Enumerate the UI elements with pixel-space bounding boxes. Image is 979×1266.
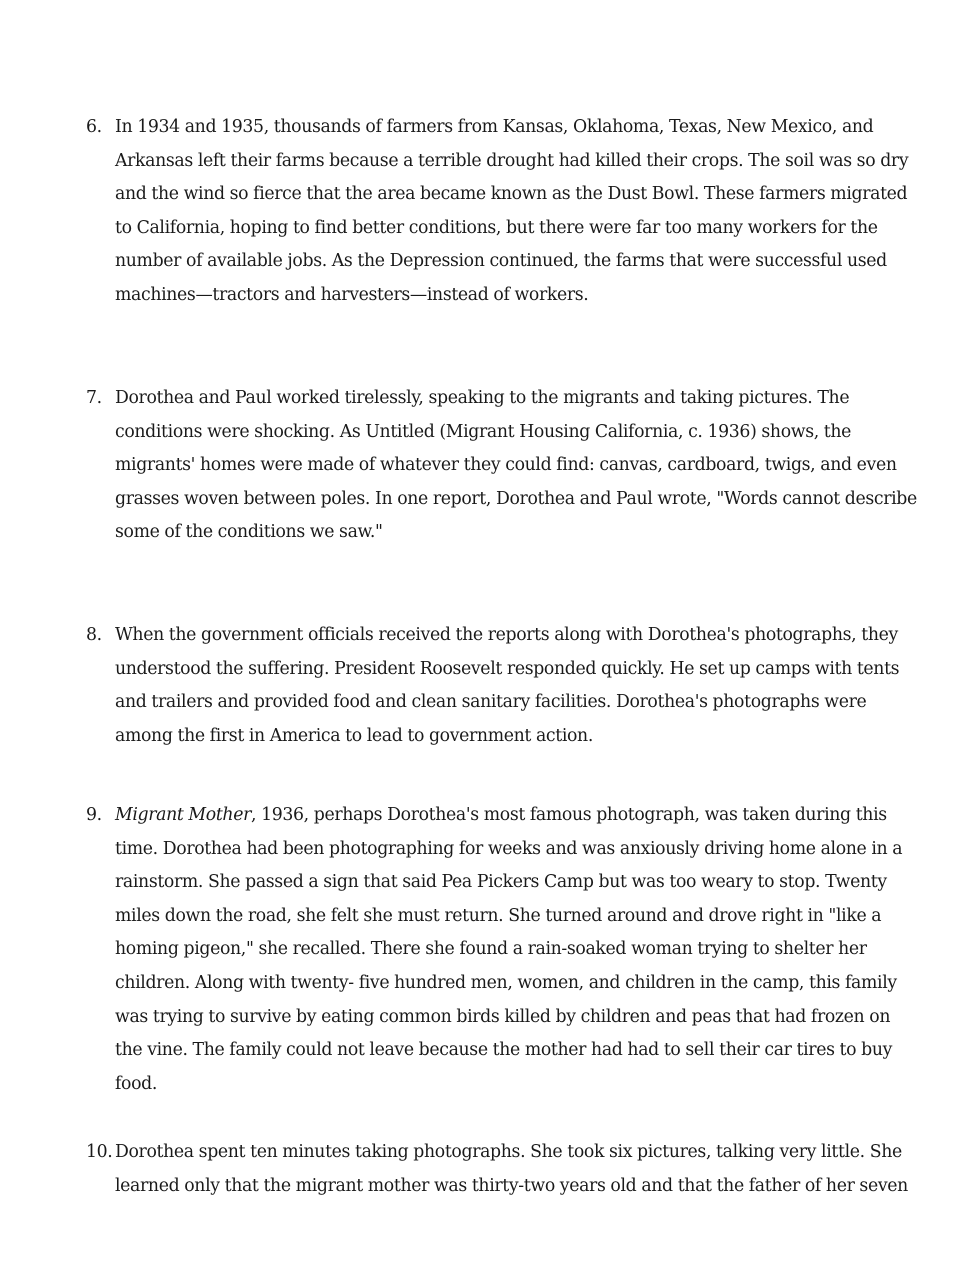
paragraph-7 bbox=[86, 382, 922, 550]
paragraph-text: Dorothea spent ten minutes taking photographs. She took six pictures, talking very little. She learned only that the migrant mother was thirty-two years old and that the father of her seven bbox=[115, 1142, 908, 1196]
photograph-title: Migrant Mother bbox=[115, 805, 251, 825]
paragraph-text: Dorothea and Paul worked tirelessly, speaking to the migrants and taking pictures. The conditions were shocking. As Untitled (Migrant Housing California, c. 1936) shows, the migrants' homes were made of whatever they could find: canvas, cardboard, twigs, and even grasses woven between poles. In one report, Dorothea and Paul wrote, "Words cannot describe some of the conditions we saw." bbox=[115, 388, 917, 543]
paragraph-number: 8. bbox=[86, 625, 102, 645]
paragraph-text: In 1934 and 1935, thousands of farmers from Kansas, Oklahoma, Texas, New Mexico, and Arkansas left their farms because a terrible drought had killed their crops. The soil was so dry and the wind so fierce that the area became known as the Dust Bowl. These farmers migrated to California, hoping to find better conditions, but there were far too many workers for the number of available jobs. As the Depression continued, the farms that were successful used machines—tractors and harvesters—instead of workers. bbox=[115, 117, 909, 305]
paragraph-text bbox=[115, 799, 922, 1101]
paragraph-number: 7. bbox=[86, 388, 102, 408]
paragraph-6 bbox=[86, 111, 922, 313]
paragraph-text: When the government officials received the reports along with Dorothea's photographs, they understood the suffering. President Roosevelt responded quickly. He set up camps with tents and trailers and provided food and clean sanitary facilities. Dorothea's photographs were among the first in America to lead to government action. bbox=[115, 625, 900, 746]
paragraph-number: 10. bbox=[86, 1142, 113, 1162]
paragraph-text-rest: , 1936, perhaps Dorothea's most famous photograph, was taken during this time. Dorothea had been photographing for weeks and was anxiously driving home alone in a rainstorm. She passed a sign that said Pea Pickers Camp but was too weary to stop. Twenty miles down the road, she felt she must return. She turned around and drove right in "like a homing pigeon," she recalled. There she found a rain-soaked woman trying to shelter her children. Along with twenty- five hundred men, women, and children in the camp, this family was trying to survive by eating common birds killed by children and peas that had frozen on the vine. The family could not leave because the mother had had to sell their car tires to buy food. bbox=[115, 805, 903, 1094]
paragraph-number: 6. bbox=[86, 117, 102, 137]
paragraph-number: 9. bbox=[86, 805, 102, 825]
paragraph-10 bbox=[86, 1136, 922, 1203]
paragraph-8 bbox=[86, 619, 922, 753]
paragraph-9 bbox=[86, 799, 922, 1101]
